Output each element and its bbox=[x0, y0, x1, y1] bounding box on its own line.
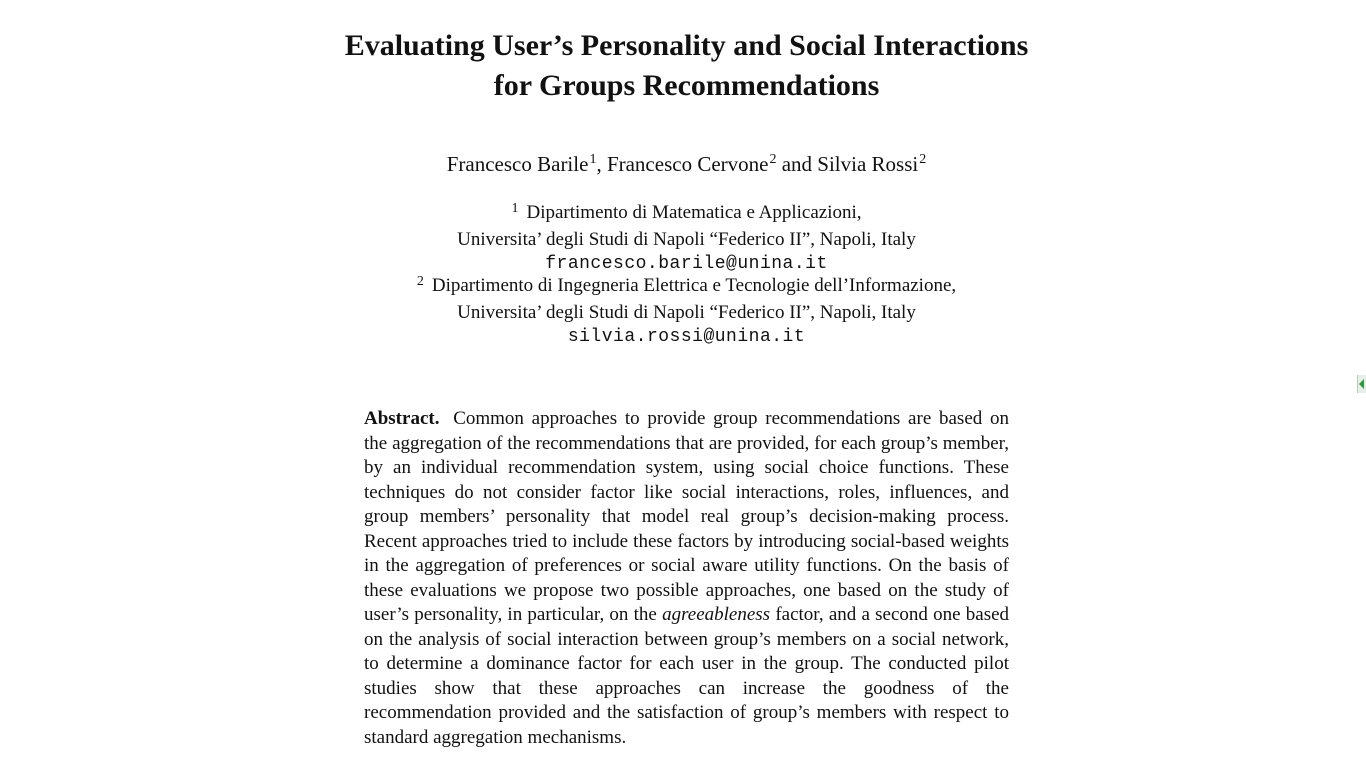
paper-title bbox=[0, 26, 1366, 106]
affiliation-email: silvia.rossi@unina.it bbox=[567, 327, 806, 347]
affiliation-univ: Universita’ degli Studi di Napoli “Federico II”, Napoli, Italy bbox=[457, 228, 916, 250]
abstract bbox=[364, 407, 1009, 750]
affiliation-dept-line bbox=[0, 201, 1366, 228]
abstract-text-part2: factor, and a second one based on the analysis of social interaction between group’s members on a social network, to determine a dominance factor for each user in the group. The conducted pilot studies show that these approaches can increase the goodness of the recommendation provided and the satisfaction of group’s members with respect to standard aggregation mechanisms. bbox=[364, 604, 1010, 748]
affiliation-2 bbox=[0, 274, 1366, 350]
abstract-italic-term: agreeableness bbox=[662, 604, 771, 625]
author-name: Francesco Barile bbox=[446, 152, 589, 176]
affiliation-1 bbox=[0, 201, 1366, 277]
author-affil-mark: 2 bbox=[919, 152, 927, 167]
collapse-arrow-icon[interactable] bbox=[1357, 375, 1366, 393]
affiliation-univ: Universita’ degli Studi di Napoli “Federico II”, Napoli, Italy bbox=[457, 301, 916, 323]
affiliation-email: francesco.barile@unina.it bbox=[545, 254, 828, 274]
abstract-label: Abstract. bbox=[364, 408, 440, 429]
affiliation-dept: Dipartimento di Ingegneria Elettrica e Tecnologie dell’Informazione, bbox=[431, 275, 957, 296]
affiliation-mark: 2 bbox=[416, 274, 424, 289]
author-list bbox=[0, 150, 1366, 182]
author-name: Silvia Rossi bbox=[817, 152, 919, 176]
affiliation-dept-line bbox=[0, 274, 1366, 301]
author-affil-mark: 1 bbox=[589, 152, 597, 167]
author-name: Francesco Cervone bbox=[606, 152, 769, 176]
author-separator: , bbox=[596, 152, 607, 176]
abstract-text-part1: Common approaches to provide group recommendations are based on the aggregation of the recommendations that are provided, for each group’s member, by an individual recommendation system, using social choice functions. These techniques do not consider factor like social interactions, roles, influences, and group members’ personality that model real group’s decision-making process. Recent approaches tried to include these factors by introducing social-based weights in the aggregation of preferences or social aware utility functions. On the basis of these evaluations we propose two possible approaches, one based on the study of user’s personality, in particular, on the bbox=[364, 408, 1009, 625]
author-affil-mark: 2 bbox=[769, 152, 777, 167]
title-line-2: for Groups Recommendations bbox=[493, 69, 880, 102]
affiliation-mark: 1 bbox=[511, 201, 519, 216]
title-line-1: Evaluating User’s Personality and Social Interactions bbox=[344, 29, 1029, 62]
author-separator: and bbox=[776, 152, 818, 176]
affiliation-dept: Dipartimento di Matematica e Applicazioni, bbox=[526, 202, 862, 223]
